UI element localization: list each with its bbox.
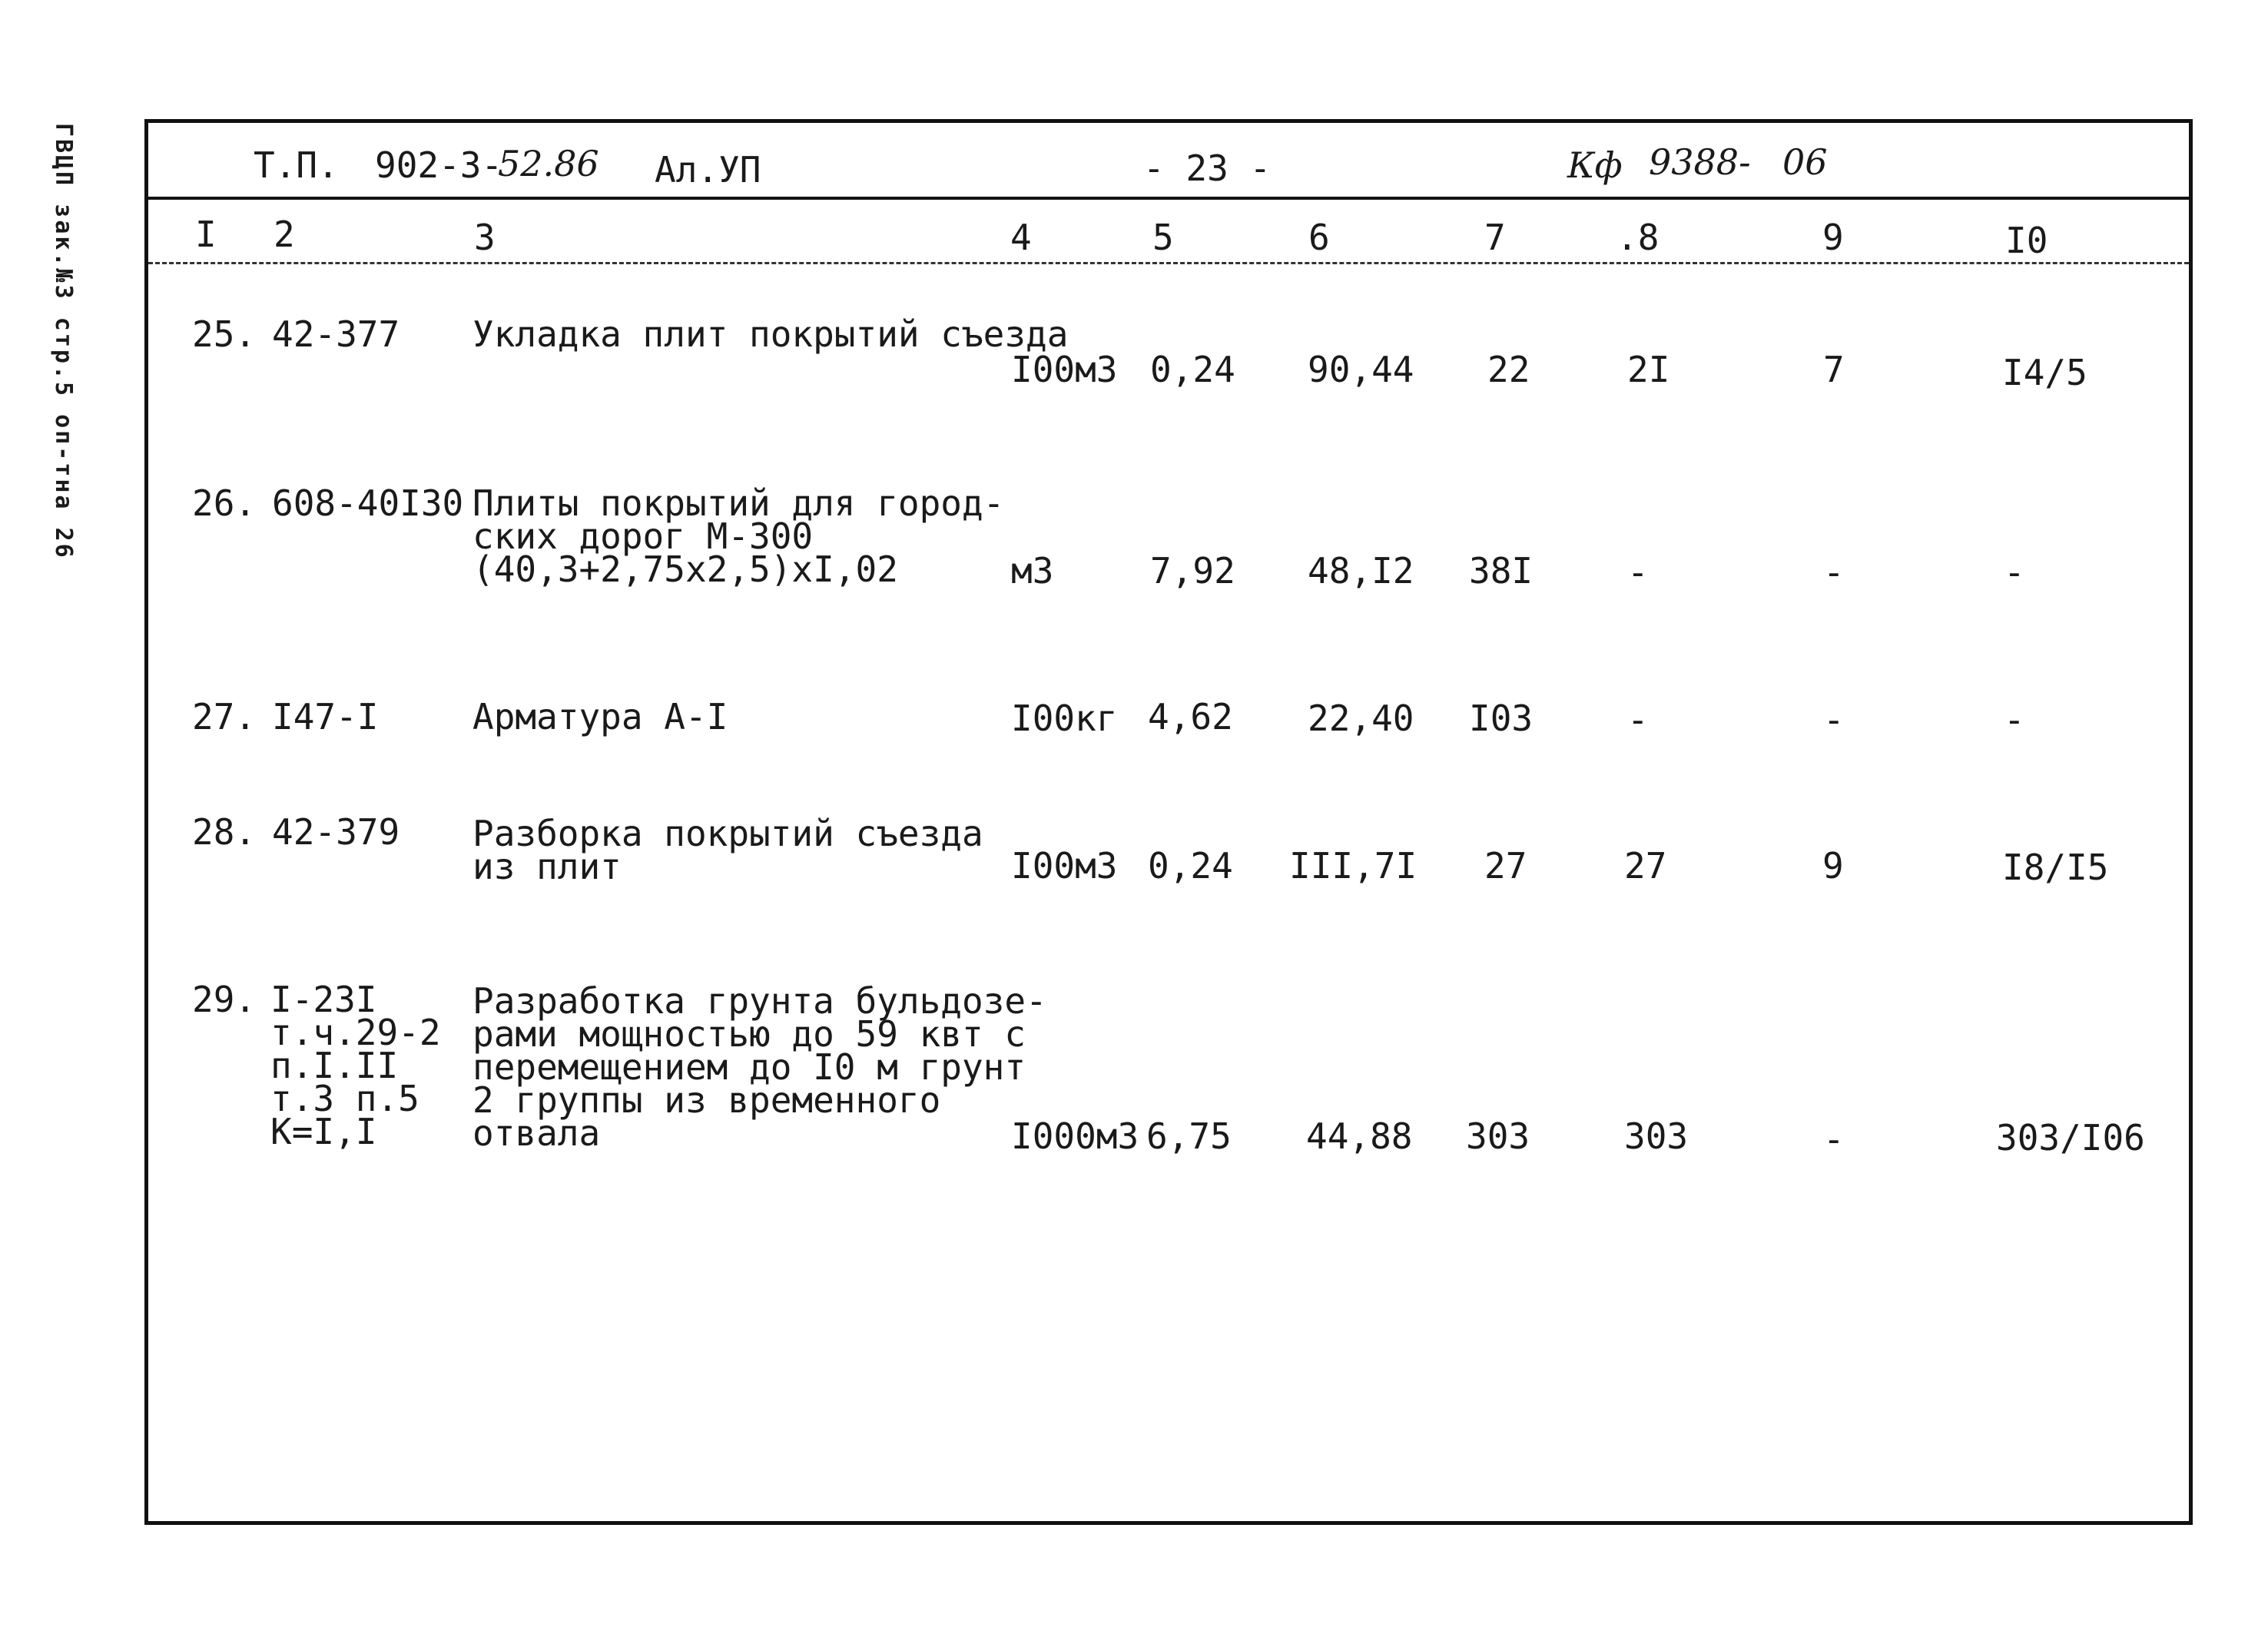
row-col9: 7 bbox=[1823, 349, 1845, 390]
tp-label: Т.П. bbox=[254, 144, 339, 186]
row-description: Укладка плит покрытий съезда bbox=[472, 313, 1069, 355]
row-price: 22,40 bbox=[1308, 698, 1414, 739]
row-col8: - bbox=[1627, 699, 1649, 741]
row-number: 26. bbox=[192, 482, 257, 524]
column-header-rule bbox=[148, 262, 2189, 264]
row-col8: 2I bbox=[1627, 349, 1670, 390]
row-quantity: 6,75 bbox=[1146, 1115, 1232, 1157]
code-suffix: 06 bbox=[1782, 141, 1828, 183]
row-col8: - bbox=[1627, 552, 1649, 593]
row-col10: 303/I06 bbox=[1996, 1117, 2145, 1158]
row-description: Разработка грунта бульдозе- рами мощностью до 59 квт с перемещением до I0 м грунт 2 группы из временного отвала bbox=[472, 980, 1047, 1154]
header-rule bbox=[144, 197, 2193, 200]
column-header-10: I0 bbox=[2005, 220, 2048, 261]
row-code: 42-377 bbox=[272, 313, 400, 355]
row-unit: м3 bbox=[1011, 550, 1054, 592]
row-number: 29. bbox=[192, 979, 257, 1020]
column-header-4: 4 bbox=[1010, 217, 1032, 258]
album-label: Ал.УП bbox=[655, 149, 761, 191]
row-col7: 22 bbox=[1487, 349, 1530, 390]
row-number: 25. bbox=[192, 313, 257, 355]
row-price: 44,88 bbox=[1306, 1115, 1413, 1157]
row-code: 42-379 bbox=[272, 811, 400, 853]
row-col10: I4/5 bbox=[2002, 352, 2087, 393]
row-col10: - bbox=[2004, 699, 2025, 741]
row-col10: I8/I5 bbox=[2002, 847, 2109, 888]
row-quantity: 0,24 bbox=[1148, 845, 1233, 887]
column-header-3: 3 bbox=[474, 217, 496, 258]
table-frame bbox=[144, 119, 2193, 1525]
row-col8: 303 bbox=[1624, 1115, 1689, 1157]
tp-number: 902-3- bbox=[375, 144, 503, 186]
code-number: 9388- bbox=[1649, 141, 1751, 183]
row-description: Разборка покрытий съезда из плит bbox=[472, 813, 983, 887]
page-number: - 23 - bbox=[1143, 147, 1272, 189]
row-col9: - bbox=[1823, 699, 1845, 741]
column-header-6: 6 bbox=[1308, 217, 1330, 258]
row-quantity: 7,92 bbox=[1150, 550, 1235, 592]
row-description: Плиты покрытий для город- ских дорог М-300 (40,3+2,75x2,5)xI,02 bbox=[472, 482, 1005, 590]
row-col7: I03 bbox=[1469, 698, 1534, 739]
row-col7: 38I bbox=[1469, 550, 1534, 592]
row-col10: - bbox=[2004, 552, 2025, 593]
row-code: 608-40I30 bbox=[272, 482, 464, 524]
row-col7: 27 bbox=[1484, 845, 1527, 887]
column-header-9: 9 bbox=[1822, 217, 1844, 258]
row-unit: I00м3 bbox=[1011, 349, 1118, 390]
row-unit: I00кг bbox=[1011, 698, 1118, 739]
side-stamp-text: ГВЦП зак.№3 стр.5 оп-тна 26 bbox=[50, 123, 77, 560]
row-col7: 303 bbox=[1466, 1115, 1530, 1157]
row-col8: 27 bbox=[1624, 845, 1667, 887]
row-col9: - bbox=[1823, 1119, 1845, 1160]
column-header-1: I bbox=[195, 214, 217, 255]
row-price: 90,44 bbox=[1308, 349, 1414, 390]
row-col9: 9 bbox=[1822, 845, 1844, 887]
column-header-8: .8 bbox=[1616, 217, 1660, 258]
row-col9: - bbox=[1823, 552, 1845, 593]
row-unit: I00м3 bbox=[1011, 845, 1118, 887]
row-code: I-23I т.ч.29-2 п.I.II т.3 п.5 К=I,I bbox=[270, 979, 441, 1152]
row-unit: I000м3 bbox=[1011, 1115, 1139, 1157]
row-price: III,7I bbox=[1289, 845, 1418, 887]
row-code: I47-I bbox=[272, 696, 379, 737]
column-header-7: 7 bbox=[1484, 217, 1506, 258]
row-quantity: 4,62 bbox=[1148, 696, 1233, 737]
column-header-2: 2 bbox=[274, 214, 295, 255]
column-header-5: 5 bbox=[1152, 217, 1174, 258]
code-prefix: Кф bbox=[1567, 144, 1623, 186]
row-number: 28. bbox=[192, 811, 257, 853]
row-quantity: 0,24 bbox=[1150, 349, 1235, 390]
row-description: Арматура А-I bbox=[472, 696, 728, 737]
row-number: 27. bbox=[192, 696, 257, 737]
tp-number-handwritten: 52.86 bbox=[498, 143, 599, 184]
row-price: 48,I2 bbox=[1308, 550, 1414, 592]
